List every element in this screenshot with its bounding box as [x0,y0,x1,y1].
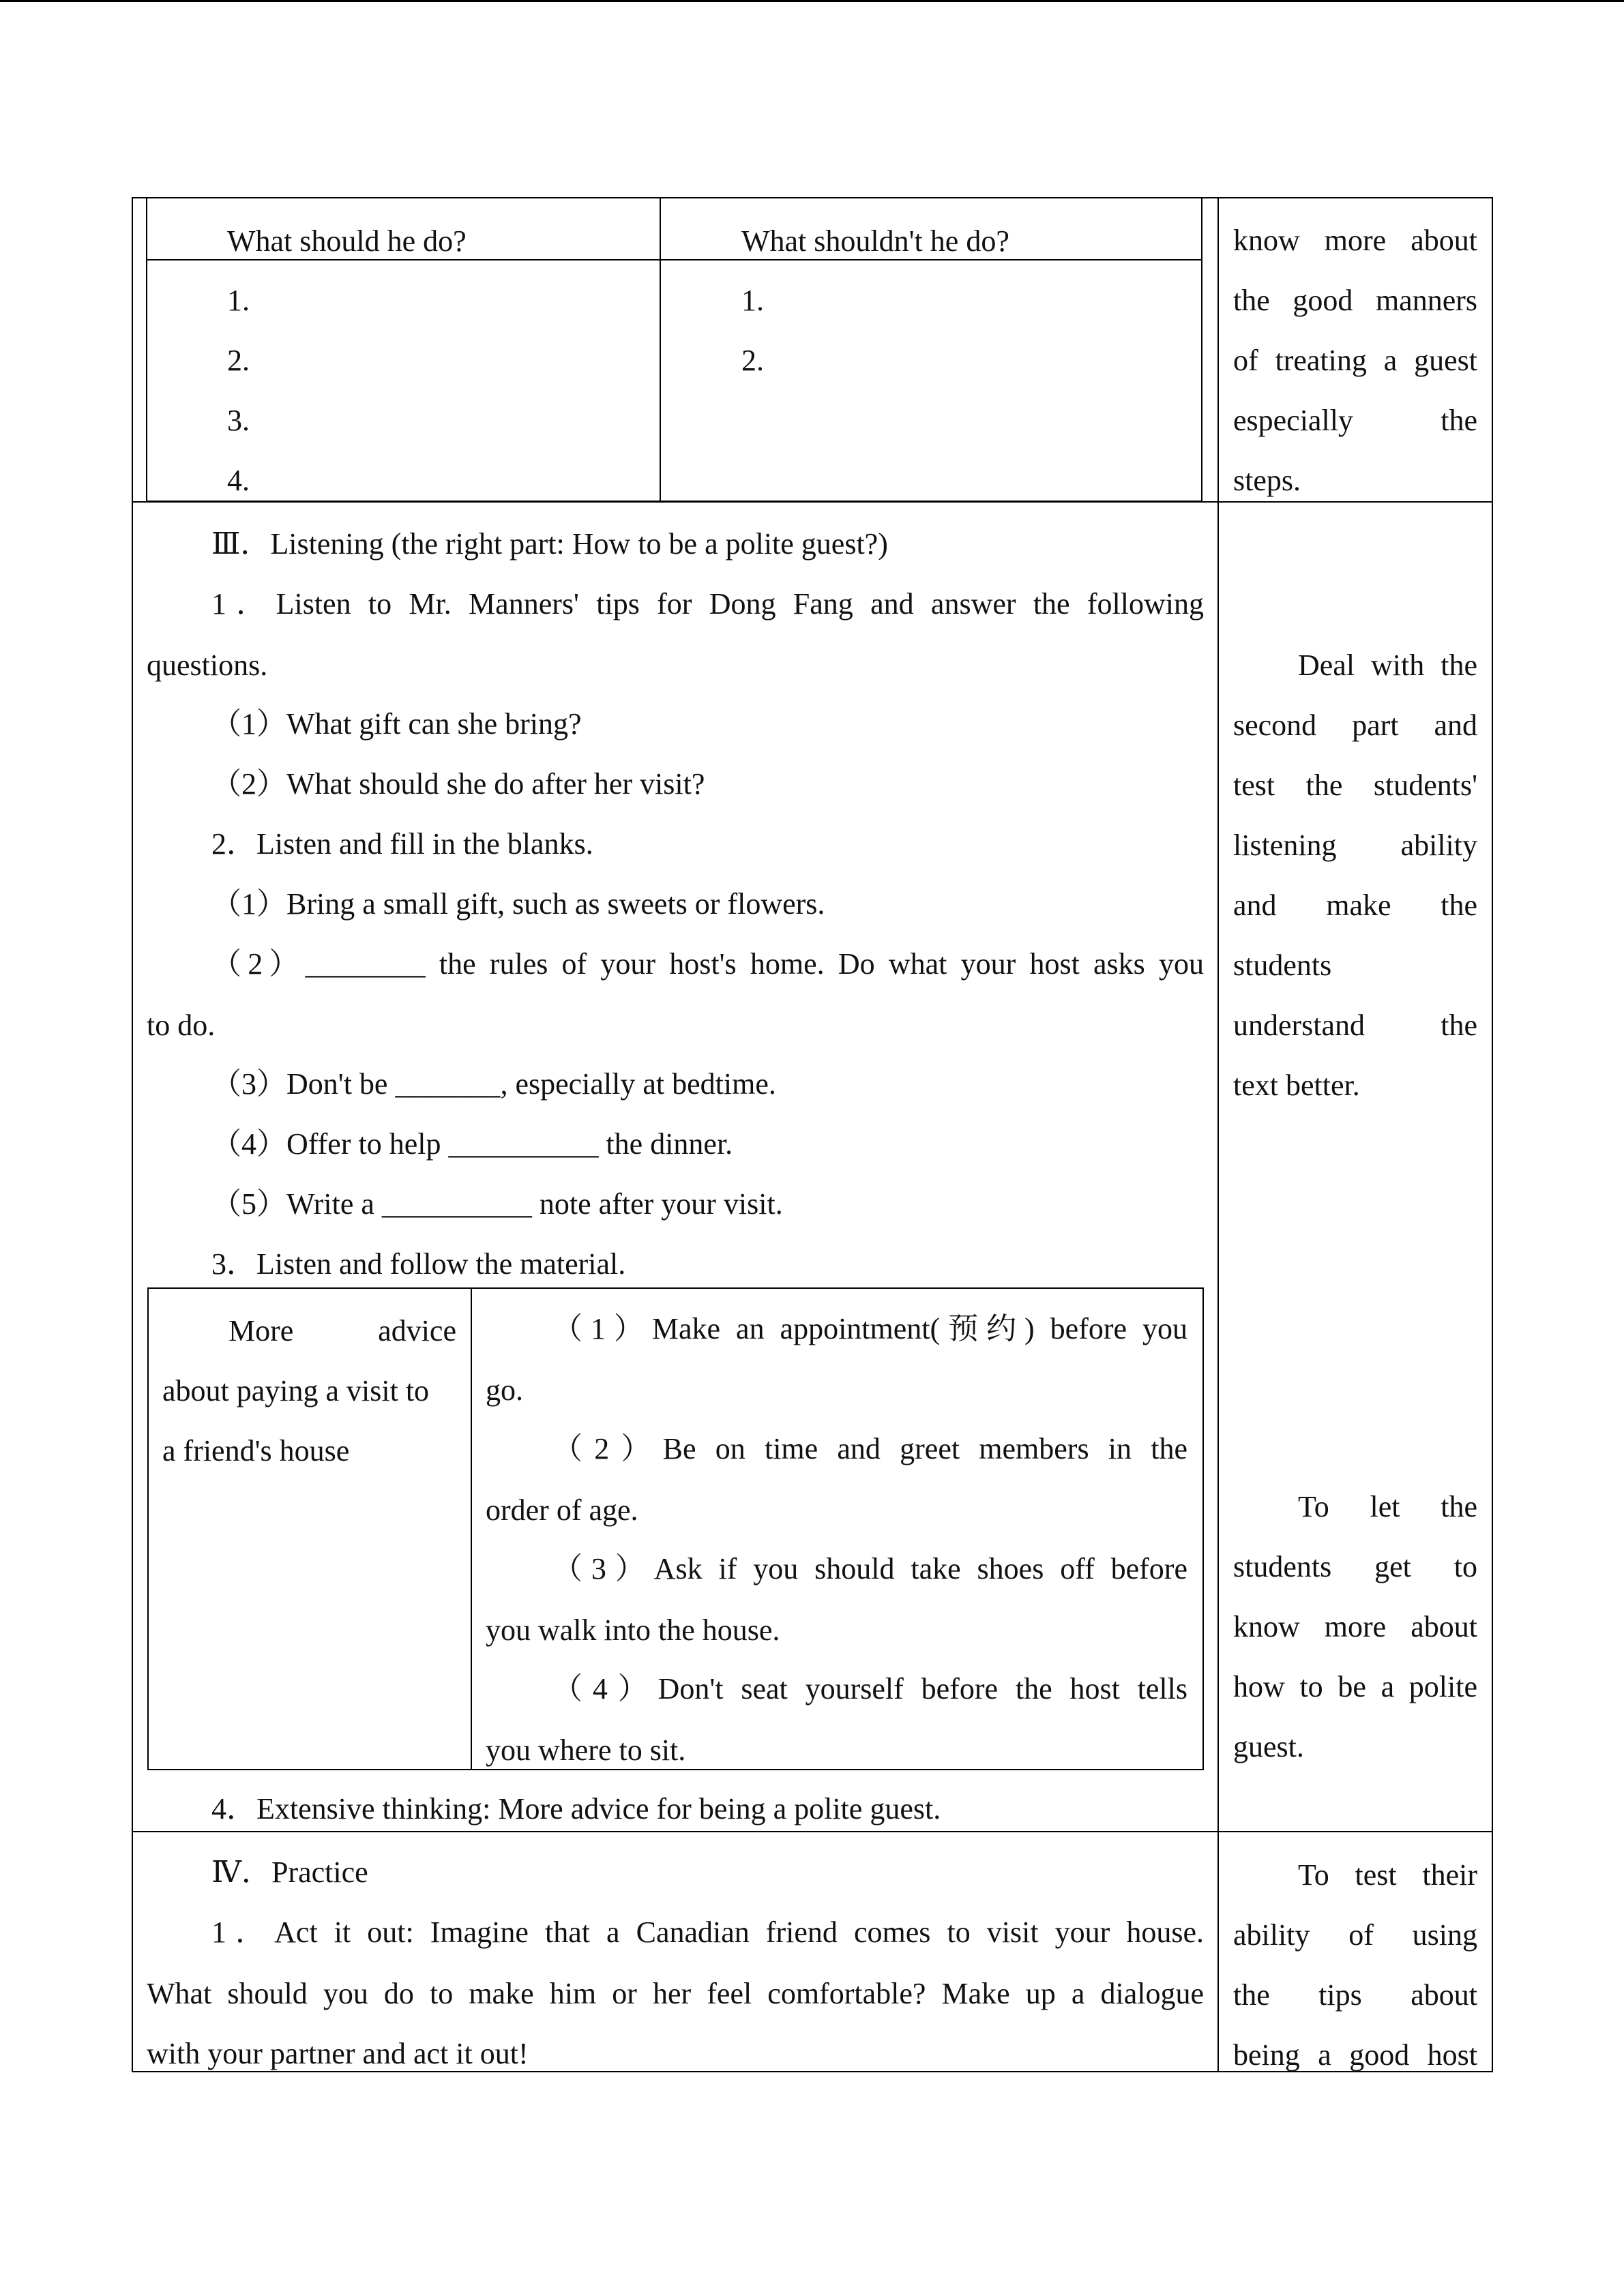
note4-line: To test their [1298,1858,1477,1892]
fill-3: （3）Don't be _______, especially at bedtime. [211,1067,776,1101]
notes-column-divider [1217,197,1219,2072]
note3-line: students get to [1233,1550,1477,1583]
fill-2-cont: to do. [147,1009,216,1042]
should-item-2: 2. [227,344,250,377]
practice-line-1: 1．Act it out: Imagine that a Canadian friend comes to visit your house. [211,1915,1204,1949]
note1-line: of treating a guest [1233,344,1477,377]
listening-item4: 4．Extensive thinking: More advice for being a polite guest. [211,1792,941,1825]
note1-line: know more about [1233,224,1477,257]
manners-table-divider [660,197,661,502]
header-should: What should he do? [227,224,467,258]
fill-1: （1）Bring a small gift, such as sweets or flowers. [211,887,825,921]
note2-line: text better. [1233,1069,1360,1102]
advice-item-4-cont: you where to sit. [486,1733,686,1767]
advice-table-divider [471,1287,472,1770]
shouldnt-item-1: 1. [741,284,764,317]
advice-item-3: （3）Ask if you should take shoes off before [552,1552,1187,1585]
practice-line-2: What should you do to make him or her feel comfortable? Make up a dialogue [147,1977,1204,2010]
note2-line: second part and [1233,709,1477,742]
listening-item2: 2．Listen and fill in the blanks. [211,827,593,861]
advice-item-2-cont: order of age. [486,1493,638,1527]
should-item-4: 4. [227,464,250,497]
note3-line: guest. [1233,1730,1304,1763]
listening-item1: 1．Listen to Mr. Manners' tips for Dong Fang and answer the following [211,587,1204,621]
listening-heading: Ⅲ．Listening (the right part: How to be a polite guest?) [211,527,888,561]
listening-item3: 3．Listen and follow the material. [211,1247,626,1281]
listening-item1-cont: questions. [147,648,268,682]
should-item-1: 1. [227,284,250,317]
advice-item-4: （4）Don't seat yourself before the host tells [552,1672,1187,1705]
note2-line: students [1233,949,1332,982]
note1-line: especially the [1233,404,1477,437]
note2-line: Deal with the [1298,648,1477,682]
note2-line: listening ability [1233,829,1477,862]
practice-heading: Ⅳ．Practice [211,1855,368,1889]
note2-line: test the students' [1233,769,1477,802]
note4-line: ability of using [1233,1918,1477,1952]
note4-line: the tips about [1233,1978,1477,2012]
note2-line: and make the [1233,889,1477,922]
note3-line: To let the [1298,1490,1477,1523]
note3-line: know more about [1233,1610,1477,1643]
advice-item-3-cont: you walk into the house. [486,1613,780,1647]
question-1: （1）What gift can she bring? [211,707,582,741]
should-item-3: 3. [227,404,250,437]
practice-line-3: with your partner and act it out! [147,2037,529,2070]
advice-label: a friend's house [162,1434,350,1467]
note1-line: the good manners [1233,284,1477,317]
advice-label: More advice [228,1314,456,1347]
fill-4: （4）Offer to help __________ the dinner. [211,1127,733,1161]
advice-item-2: （2）Be on time and greet members in the [552,1432,1187,1465]
header-shouldnt: What shouldn't he do? [741,224,1009,258]
advice-label: about paying a visit to [162,1374,430,1407]
shouldnt-item-2: 2. [741,344,764,377]
note4-line: being a good host [1233,2038,1477,2072]
advice-item-1: （1）Make an appointment(预约) before you [552,1312,1187,1345]
question-2: （2）What should she do after her visit? [211,767,705,801]
advice-item-1-cont: go. [486,1373,523,1407]
note2-line: understand the [1233,1009,1477,1042]
fill-5: （5）Write a __________ note after your visit. [211,1187,783,1221]
note3-line: how to be a polite [1233,1670,1477,1703]
note1-line: steps. [1233,464,1301,497]
fill-2: （2）________ the rules of your host's home. Do what your host asks you [211,947,1204,981]
